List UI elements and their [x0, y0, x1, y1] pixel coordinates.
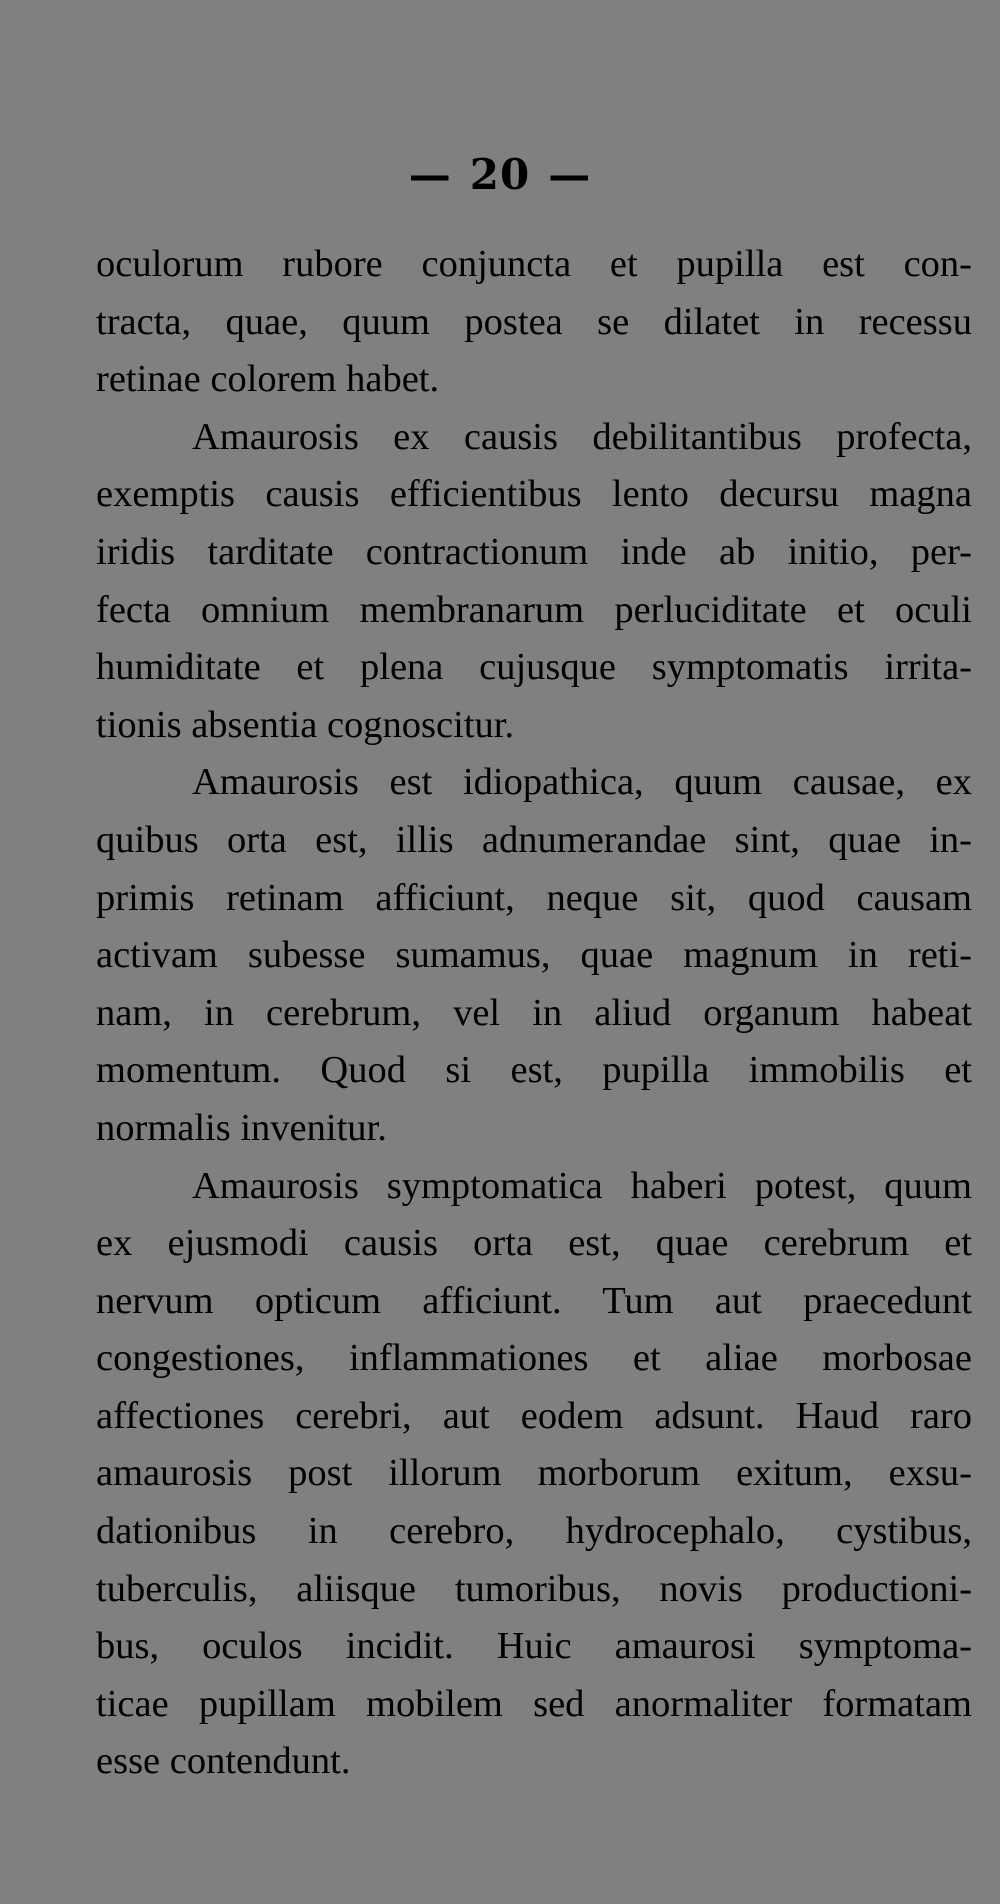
text-line: esse contendunt.: [96, 1740, 351, 1783]
text-line: ex ejusmodi causis orta est, quae cerebrum et: [96, 1222, 972, 1265]
text-line: amaurosis post illorum morborum exitum, exsu-: [96, 1452, 972, 1495]
text-line: iridis tarditate contractionum inde ab initio, per-: [96, 530, 972, 573]
text-line: Amaurosis est idiopathica, quum causae, ex: [192, 761, 972, 804]
paragraph-idiopathic: [96, 754, 972, 1157]
paragraph-symptomatic: [96, 1158, 972, 1792]
text-line: oculorum rubore conjuncta et pupilla est con-: [96, 243, 972, 285]
text-line: humiditate et plena cujusque symptomatis irrita-: [96, 646, 972, 689]
text-line: nervum opticum afficiunt. Tum aut praecedunt: [96, 1279, 972, 1322]
text-line: tuberculis, aliisque tumoribus, novis productioni-: [96, 1567, 972, 1610]
paragraph-continuation: [96, 236, 972, 409]
text-line: normalis invenitur.: [96, 1106, 387, 1149]
text-line: quibus orta est, illis adnumerandae sint, quae in-: [96, 818, 972, 861]
text-line: retinae colorem habet.: [96, 358, 440, 401]
text-line: activam subesse sumamus, quae magnum in reti-: [96, 934, 972, 977]
text-line: bus, oculos incidit. Huic amaurosi symptoma-: [96, 1625, 972, 1668]
header-left-dash: —: [408, 150, 452, 199]
text-line: congestiones, inflammationes et aliae morbosae: [96, 1337, 972, 1380]
page-body: [96, 236, 972, 1791]
text-line: tionis absentia cognoscitur.: [96, 703, 515, 746]
text-line: Amaurosis ex causis debilitantibus profecta,: [192, 415, 972, 458]
text-line: nam, in cerebrum, vel in aliud organum habeat: [96, 991, 972, 1034]
text-line: Amaurosis symptomatica haberi potest, quum: [192, 1164, 972, 1207]
text-line: tracta, quae, quum postea se dilatet in recessu: [96, 300, 972, 343]
text-line: ticae pupillam mobilem sed anormaliter formatam: [96, 1682, 972, 1725]
text-line: momentum. Quod si est, pupilla immobilis et: [96, 1049, 972, 1092]
page-header: [0, 150, 1000, 199]
text-line: primis retinam afficiunt, neque sit, quod causam: [96, 876, 972, 919]
text-line: exemptis causis efficientibus lento decursu magna: [96, 473, 972, 516]
header-right-dash: —: [548, 150, 592, 199]
text-line: dationibus in cerebro, hydrocephalo, cystibus,: [96, 1510, 972, 1553]
text-line: affectiones cerebri, aut eodem adsunt. Haud raro: [96, 1394, 972, 1437]
text-line: fecta omnium membranarum perluciditate et oculi: [96, 588, 972, 631]
paragraph-debilitating-causes: [96, 409, 972, 755]
page-number: 20: [469, 150, 531, 199]
